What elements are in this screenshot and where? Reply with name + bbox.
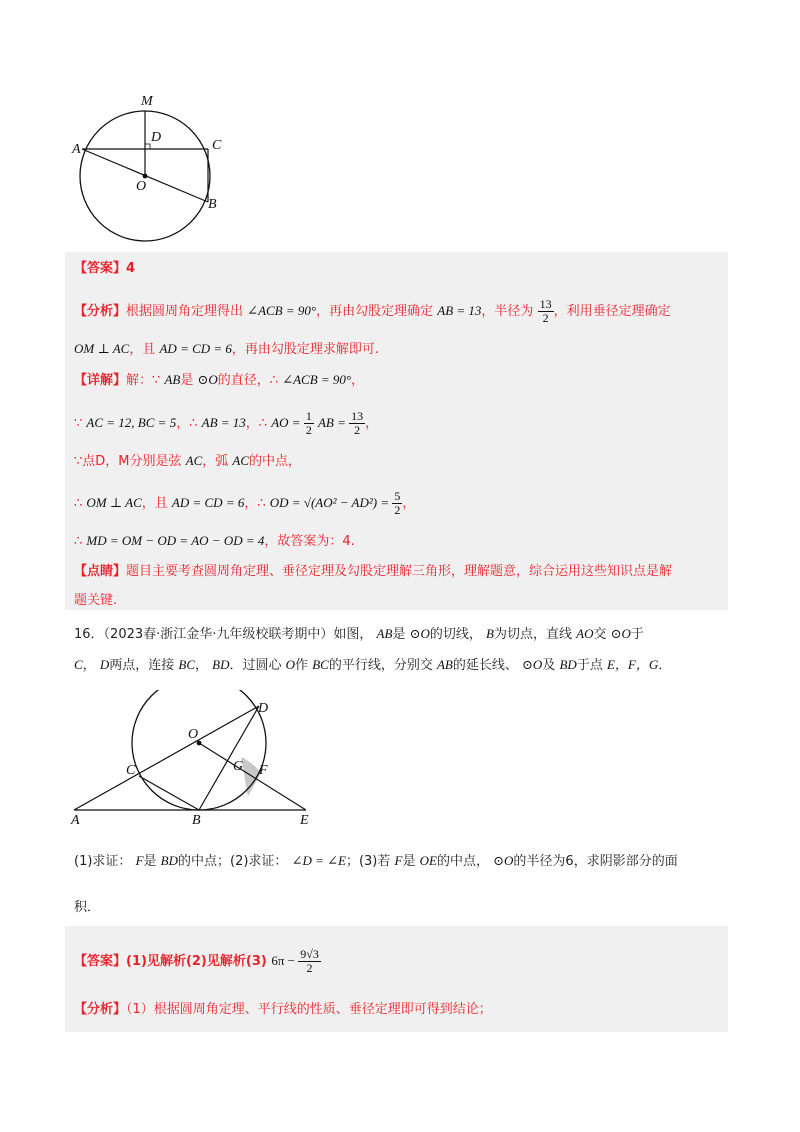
circle-figure-1 <box>70 88 240 250</box>
detail-line-4: ∴ OM ⊥ AC，且 AD = CD = 6，∴ OD = √(AO² − AD²) = $\frac{5}{2}$ ， <box>74 489 416 517</box>
answer-line-1 <box>74 260 135 278</box>
fig2-label-B: B <box>192 813 201 826</box>
fig2-label-C: C <box>126 763 136 778</box>
label-C: C <box>212 138 222 153</box>
analysis-line-2: OM ⊥ AC，且 AD = CD = 6，再由勾股定理求解即可. <box>74 341 380 357</box>
q16-analysis-line: 【分析】（1）根据圆周角定理、平行线的性质、垂径定理即可得到结论； <box>74 1002 492 1017</box>
fraction: $\frac{5}{2}$ <box>394 489 401 517</box>
comment-line-1: 【点睛】题目主要考查圆周角定理、垂径定理及勾股定理解三角形，理解题意，综合运用这些知识点是解 <box>74 564 673 579</box>
label-A: A <box>72 142 81 157</box>
fraction: $\frac{13}{2}$ <box>351 409 364 437</box>
fig2-label-A: A <box>71 813 80 826</box>
fraction: $\frac{13}{2}$ <box>539 297 552 325</box>
label-O: O <box>136 179 147 194</box>
q16-answer-line: 【答案】(1)见解析(2)见解析(3) 6π − $\frac{9√3}{2}$ <box>74 947 319 975</box>
analysis-tag: 【分析】 <box>74 1002 127 1017</box>
label-D: D <box>151 130 162 145</box>
analysis-line-1: 【分析】根据圆周角定理得出 ∠ACB = 90°，再由勾股定理确定 AB = 13，半径为 $\frac{13}{2}$ ，利用垂径定理确定 <box>74 297 671 325</box>
fraction: $\frac{1}{2}$ <box>305 409 312 437</box>
detail-line-2: ∵ AC = 12, BC = 5，∴ AB = 13，∴ AO = $\frac{1}{2}$ AB = $\frac{13}{2}$ ， <box>74 409 379 437</box>
q16-subquestions-line-2: 积． <box>74 900 101 915</box>
comment-tag: 【点睛】 <box>74 564 127 579</box>
detail-line-5: ∴ MD = OM − OD = AO − OD = 4，故答案为：4. <box>74 533 355 549</box>
q16-line-1: 16．（2023春·浙江金华·九年级校联考期中）如图， AB是 ⊙O的切线， B为切点，直线 AO交 ⊙O于 <box>74 626 644 642</box>
circle-figure-2 <box>68 690 328 826</box>
fig2-label-D: D <box>258 701 269 716</box>
answer-value: 4 <box>126 261 136 276</box>
fig2-label-G: G <box>233 759 244 774</box>
fig2-label-O: O <box>188 727 199 742</box>
answer-tag: 【答案】 <box>74 954 127 969</box>
q16-line-2: C， D两点，连接 BC， BD．过圆心 O作 BC的平行线，分别交 AB的延长线、 ⊙O及 BD于点 E，F，G． <box>74 657 672 673</box>
q16-subquestions-line-1: (1)求证： F是 BD的中点；(2)求证： ∠D = ∠E；(3)若 F是 OE的中点， ⊙O的半径为6，求阴影部分的面 <box>74 853 678 869</box>
comment-line-2: 题关键. <box>74 593 118 608</box>
fig2-label-F: F <box>259 763 268 778</box>
fraction: $\frac{9√3}{2}$ <box>300 947 319 975</box>
label-B: B <box>208 197 217 212</box>
analysis-tag: 【分析】 <box>74 304 127 319</box>
label-M: M <box>141 94 153 109</box>
answer-tag: 【答案】 <box>74 261 127 276</box>
fig2-label-E: E <box>300 813 309 826</box>
detail-tag: 【详解】 <box>74 373 127 388</box>
detail-line-3: ∵点D，M分别是弦 AC，弧 AC的中点， <box>74 453 302 469</box>
detail-line-1: 【详解】解：∵ AB是 ⊙O的直径，∴ ∠ACB = 90°， <box>74 372 365 388</box>
